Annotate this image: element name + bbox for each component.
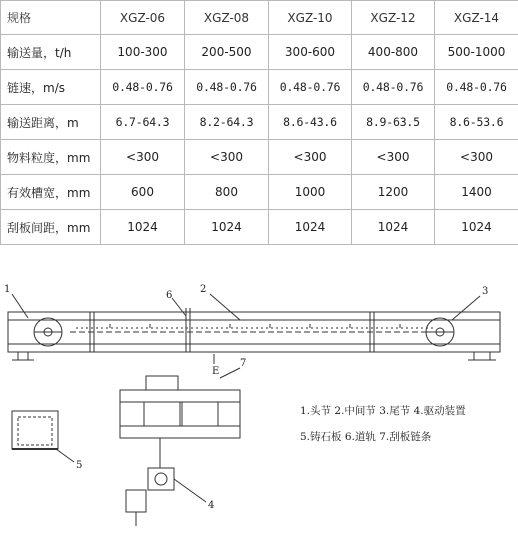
table-cell: 1400	[435, 175, 518, 210]
table-row	[1, 105, 518, 140]
row-label: 刮板间距，mm	[1, 210, 101, 245]
table-row	[1, 140, 518, 175]
callout-label: 6	[166, 290, 172, 301]
model-header: XGZ-10	[269, 1, 352, 35]
table-cell: 100-300	[101, 35, 185, 70]
table-cell: <300	[101, 140, 185, 175]
header-label: 规格	[1, 1, 101, 35]
drive-plan-view	[120, 368, 240, 526]
table-cell: 8.6-43.6	[269, 105, 352, 140]
table-cell: <300	[269, 140, 352, 175]
callout-label: 7	[240, 358, 246, 369]
table-cell: 0.48-0.76	[101, 70, 185, 105]
model-header: XGZ-14	[435, 1, 518, 35]
cross-section-view	[12, 411, 58, 449]
table-cell: 400-800	[352, 35, 435, 70]
section-mark: E	[212, 366, 219, 377]
row-label: 链速，m/s	[1, 70, 101, 105]
row-label: 物料粒度，mm	[1, 140, 101, 175]
table-cell: 0.48-0.76	[185, 70, 269, 105]
table-cell: 0.48-0.76	[435, 70, 518, 105]
table-cell: 1024	[269, 210, 352, 245]
table-row	[1, 210, 518, 245]
row-label: 输送量，t/h	[1, 35, 101, 70]
table-cell: 1024	[101, 210, 185, 245]
callout-label: 5	[76, 460, 82, 471]
model-header: XGZ-12	[352, 1, 435, 35]
table-cell: <300	[352, 140, 435, 175]
table-cell: 0.48-0.76	[269, 70, 352, 105]
table-cell: 300-600	[269, 35, 352, 70]
row-label: 输送距离，m	[1, 105, 101, 140]
table-cell: 500-1000	[435, 35, 518, 70]
table-cell: 8.6-53.6	[435, 105, 518, 140]
table-cell: 8.9-63.5	[352, 105, 435, 140]
table-cell: 1024	[352, 210, 435, 245]
spec-table	[0, 0, 518, 245]
table-row	[1, 35, 518, 70]
model-header: XGZ-08	[185, 1, 269, 35]
table-cell: 1024	[435, 210, 518, 245]
table-cell: 200-500	[185, 35, 269, 70]
table-cell: 1000	[269, 175, 352, 210]
legend-line: 5.铸石板 6.道轨 7.刮板链条	[300, 430, 432, 443]
table-cell: 800	[185, 175, 269, 210]
table-cell: <300	[185, 140, 269, 175]
conveyor-drawing	[0, 268, 518, 529]
table-cell: 6.7-64.3	[101, 105, 185, 140]
callout-label: 4	[208, 500, 214, 511]
table-cell: 600	[101, 175, 185, 210]
table-cell: <300	[435, 140, 518, 175]
table-cell: 1200	[352, 175, 435, 210]
callout-label: 3	[482, 286, 488, 297]
table-header-row	[1, 1, 518, 35]
table-cell: 8.2-64.3	[185, 105, 269, 140]
legend-line: 1.头节 2.中间节 3.尾节 4.驱动装置	[300, 404, 466, 417]
callout-label: 1	[4, 284, 10, 295]
callout-label: 2	[200, 284, 206, 295]
row-label: 有效槽宽，mm	[1, 175, 101, 210]
table-cell: 1024	[185, 210, 269, 245]
conveyor-side-view	[8, 308, 500, 360]
table-row	[1, 175, 518, 210]
conveyor-drawing-svg	[0, 268, 518, 529]
model-header: XGZ-06	[101, 1, 185, 35]
table-row	[1, 70, 518, 105]
table-cell: 0.48-0.76	[352, 70, 435, 105]
